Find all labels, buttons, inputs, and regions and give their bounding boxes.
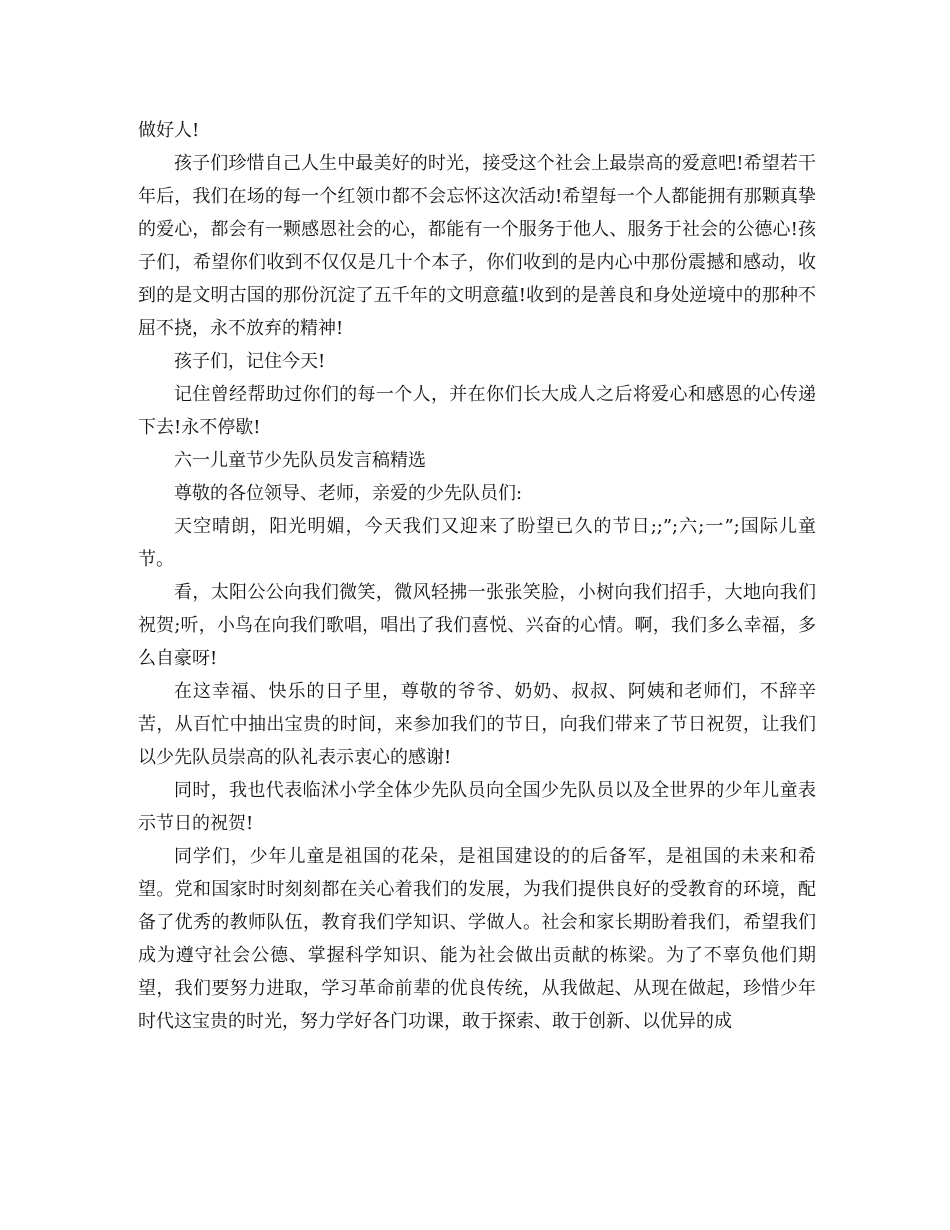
section-title: 六一儿童节少先队员发言稿精选 xyxy=(174,450,426,471)
paragraph-cherish-time: 孩子们珍惜自己人生中最美好的时光，接受这个社会上最崇高的爱意吧!希望若干年后，我们在场的每一个红领巾都不会忘怀这次活动!希望每一个人都能拥有那颗真挚的爱心，都会有一颗感恩社会的心，都能有一个服务于他人、服务于社会的公德心!孩子们，希望你们收到不仅仅是几十个本子，你们收到的是内心中那份震撼和感动，收到的是文明古国的那份沉淀了五千年的文明意蕴!收到的是善良和身处逆境中的那种不屈不挠，永不放弃的精神! xyxy=(138,153,816,339)
paragraph-greetings: 同时，我也代表临沭小学全体少先队员向全国少先队员以及全世界的少年儿童表示节日的祝贺! xyxy=(138,780,816,834)
paragraph-remember-today: 孩子们，记住今天! xyxy=(174,351,326,372)
paragraph-thanks: 在这幸福、快乐的日子里，尊敬的爷爷、奶奶、叔叔、阿姨和老师们，不辞辛苦，从百忙中抽出宝贵的时间，来参加我们的节日，向我们带来了节日祝贺，让我们以少先队员崇高的队礼表示衷心的感谢! xyxy=(138,681,816,768)
paragraph-remember-helpers: 记住曾经帮助过你们的每一个人，并在你们长大成人之后将爱心和感恩的心传递下去!永不停歇! xyxy=(138,384,816,438)
document-page xyxy=(138,114,816,1038)
paragraph-sun-smiles: 看，太阳公公向我们微笑，微风轻拂一张张笑脸，小树向我们招手，大地向我们祝贺;听，小鸟在向我们歌唱，唱出了我们喜悦、兴奋的心情。啊，我们多么幸福，多么自豪呀! xyxy=(138,582,816,669)
paragraph-weather: 天空晴朗，阳光明媚，今天我们又迎来了盼望已久的节日;;”;六;一”;国际儿童节。 xyxy=(138,516,816,570)
salutation: 尊敬的各位领导、老师，亲爱的少先队员们: xyxy=(174,483,523,504)
paragraph-students: 同学们，少年儿童是祖国的花朵，是祖国建设的的后备军，是祖国的未来和希望。党和国家时时刻刻都在关心着我们的发展，为我们提供良好的受教育的环境，配备了优秀的教师队伍，教育我们学知识、学做人。社会和家长期盼着我们，希望我们成为遵守社会公德、掌握科学知识、能为社会做出贡献的栋梁。为了不辜负他们期望，我们要努力进取，学习革命前辈的优良传统，从我做起、从现在做起，珍惜少年时代这宝贵的时光，努力学好各门功课，敢于探索、敢于创新、以优异的成 xyxy=(138,846,816,1032)
paragraph-continuation: 做好人! xyxy=(138,120,200,141)
